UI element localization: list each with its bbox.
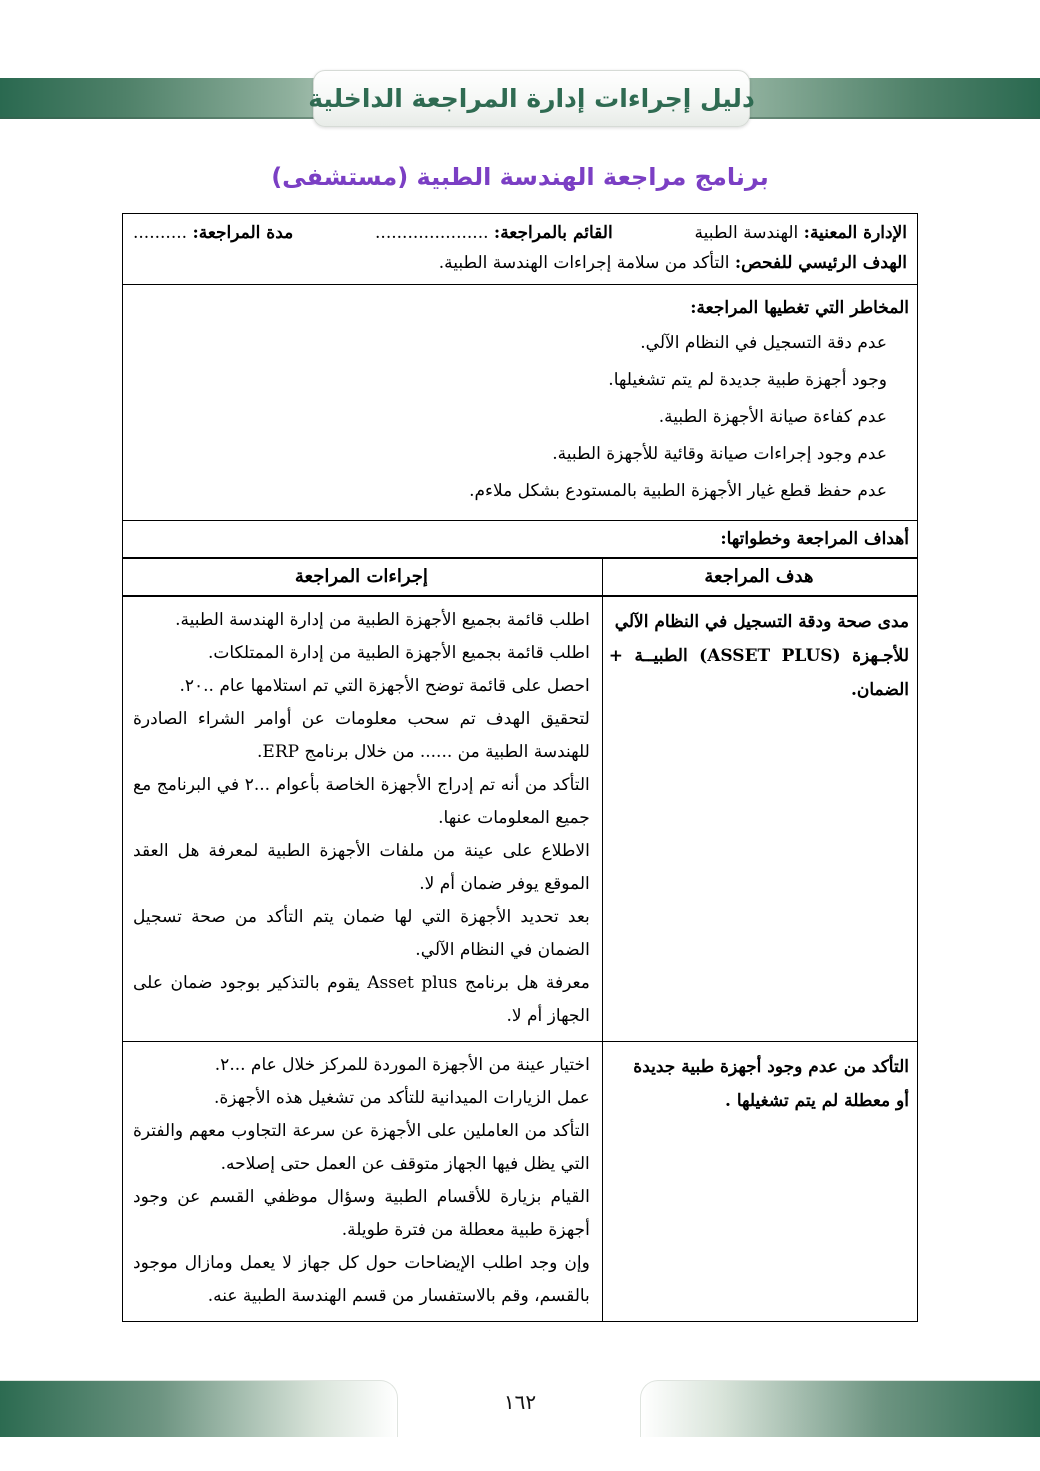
objective-cell bbox=[602, 1042, 917, 1321]
department-label: الإدارة المعنية: bbox=[803, 223, 907, 243]
header-title-tab bbox=[308, 70, 755, 127]
document-title: برنامج مراجعة الهندسة الطبية (مستشفى) bbox=[271, 163, 769, 191]
audit-row-registration-accuracy bbox=[123, 595, 917, 1041]
info-row bbox=[123, 214, 917, 284]
procedure-paragraph: التأكد من العاملين على الأجهزة عن سرعة التجاوب معهم والفترة التي يظل فيها الجهاز متوقف عن العمل حتى إصلاحه. bbox=[133, 1121, 590, 1174]
auditor-label: القائم بالمراجعة: bbox=[493, 223, 613, 243]
risks-list bbox=[131, 325, 909, 510]
department-segment bbox=[694, 218, 907, 248]
procedure-paragraph: وإن وجد اطلب الإيضاحات حول كل جهاز لا يعمل ومازال موجود بالقسم، وقم بالاستفسار من قسم الهندسة الطبية عنه. bbox=[133, 1253, 590, 1306]
risk-item: عدم دقة التسجيل في النظام الآلي. bbox=[640, 333, 887, 353]
audit-program-table bbox=[122, 213, 918, 1322]
duration-value: .......... bbox=[133, 223, 188, 243]
auditor-value: ..................... bbox=[375, 223, 489, 243]
duration-label: مدة المراجعة: bbox=[192, 223, 294, 243]
main-goal-line bbox=[133, 248, 907, 278]
page-number: ١٦٢ bbox=[503, 1390, 537, 1414]
column-header-row bbox=[123, 557, 917, 595]
procedure-paragraph: اطلب قائمة بجميع الأجهزة الطبية من إدارة الهندسة الطبية. bbox=[175, 610, 590, 630]
objective-text bbox=[609, 605, 909, 707]
procedure-paragraph: بعد تحديد الأجهزة التي لها ضمان يتم التأكد من صحة تسجيل الضمان في النظام الآلي. bbox=[133, 907, 590, 960]
info-line-departments bbox=[133, 218, 907, 248]
procedure-paragraph: اختيار عينة من الأجهزة الموردة للمركز خلال عام ...٢. bbox=[214, 1055, 590, 1075]
procedure-paragraph: معرفة هل برنامج Asset plus يقوم بالتذكير بوجود ضمان على الجهاز أم لا. bbox=[133, 973, 590, 1026]
procedures-cell bbox=[123, 597, 602, 1041]
duration-segment bbox=[133, 218, 293, 248]
risk-item: عدم وجود إجراءات صيانة وقائية للأجهزة الطبية. bbox=[552, 444, 887, 464]
main-goal-label: الهدف الرئيسي للفحص: bbox=[734, 253, 907, 273]
objective-line: مدى صحة ودقة التسجيل في النظام الآلي bbox=[614, 612, 909, 632]
risk-item: وجود أجهزة طبية جديدة لم يتم تشغيلها. bbox=[608, 370, 887, 390]
procedure-paragraph: عمل الزيارات الميدانية للتأكد من تشغيل هذه الأجهزة. bbox=[213, 1088, 590, 1108]
objective-line: التأكد من عدم وجود أجهزة طبية جديدة bbox=[633, 1057, 909, 1077]
risk-item: عدم كفاءة صيانة الأجهزة الطبية. bbox=[658, 407, 887, 427]
objective-line: أو معطلة لم يتم تشغيلها . bbox=[725, 1091, 909, 1111]
department-value: الهندسة الطبية bbox=[694, 223, 799, 243]
procedure-paragraph: الاطلاع على عينة من ملفات الأجهزة الطبية لمعرفة هل العقد الموقع يوفر ضمان أم لا. bbox=[133, 841, 590, 894]
procedure-paragraph: القيام بزيارة للأقسام الطبية وسؤال موظفي القسم عن وجود أجهزة طبية معطلة من فترة طويلة. bbox=[133, 1187, 590, 1240]
objective-line: الضمان. bbox=[850, 680, 909, 700]
procedure-paragraph: اطلب قائمة بجميع الأجهزة الطبية من إدارة الممتلكات. bbox=[207, 643, 590, 663]
risk-item: عدم حفظ قطع غيار الأجهزة الطبية بالمستودع بشكل ملاءم. bbox=[469, 481, 887, 501]
manual-title: دليل إجراءات إدارة المراجعة الداخلية bbox=[308, 84, 755, 113]
audit-row-new-devices bbox=[123, 1041, 917, 1321]
procedure-paragraph: التأكد من أنه تم إدراج الأجهزة الخاصة بأعوام ...٢ في البرنامج مع جميع المعلومات عنها. bbox=[133, 775, 590, 828]
risks-section bbox=[123, 284, 917, 520]
risks-heading: المخاطر التي تغطيها المراجعة: bbox=[690, 298, 909, 318]
procedure-paragraph: لتحقيق الهدف تم سحب معلومات عن أوامر الشراء الصادرة للهندسة الطبية من ...... من خلال برنامج ERP. bbox=[133, 709, 590, 762]
procedure-paragraph: احصل على قائمة توضح الأجهزة التي تم استلامها عام ..٢٠. bbox=[179, 676, 590, 696]
objective-text bbox=[609, 1050, 909, 1118]
objective-line: للأجـهزة (ASSET PLUS) الطبيــة + bbox=[608, 646, 910, 666]
procedures-cell bbox=[123, 1042, 602, 1321]
main-goal-value: التأكد من سلامة إجراءات الهندسة الطبية. bbox=[438, 253, 730, 273]
goals-heading-row: أهداف المراجعة وخطواتها: bbox=[123, 520, 917, 557]
auditor-segment bbox=[375, 218, 613, 248]
column-header-procedures: إجراءات المراجعة bbox=[294, 566, 428, 587]
column-header-objective: هدف المراجعة bbox=[602, 559, 917, 595]
objective-cell bbox=[602, 597, 917, 1041]
